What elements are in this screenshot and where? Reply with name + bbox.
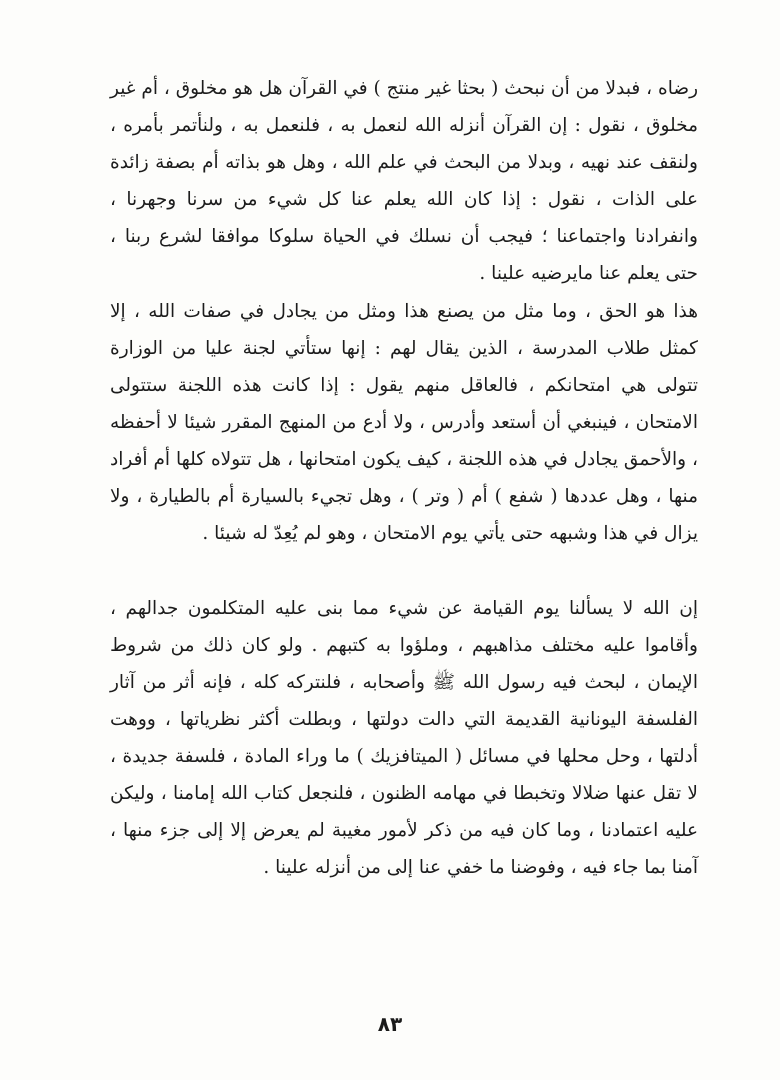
- paragraph-2: هذا هو الحق ، وما مثل من يصنع هذا ومثل من يجادل في صفات الله ، إلا كمثل طلاب المدرسة ، الذين يقال لهم : إنها ستأتي لجنة عليا من الوزارة تتولى هي امتحانكم ، فالعاقل منهم يقول : إذا كانت هذه اللجنة ستتولى الامتحان ، فينبغي أن أستعد وأدرس ، ولا أدع من المنهج المقرر شيئا لا أحفظه ، والأحمق يجادل في هذه اللجنة ، كيف يكون امتحانها ، هل تتولاه كلها أم أفراد منها ، وهل عددها ( شفع ) أم ( وتر ) ، وهل تجيء بالسيارة أم بالطيارة ، ولا يزال في هذا وشبهه حتى يأتي يوم الامتحان ، وهو لم يُعِدّ له شيئا .: [110, 301, 698, 544]
- paragraph-3: إن الله لا يسألنا يوم القيامة عن شيء مما بنى عليه المتكلمون جدالهم ، وأقاموا عليه مختلف مذاهبهم ، وملؤوا به كتبهم . ولو كان ذلك من شروط الإيمان ، لبحث فيه رسول الله ﷺ وأصحابه ، فلنتركه كله ، فإنه أثر من آثار الفلسفة اليونانية القديمة التي دالت دولتها ، وبطلت أكثر نظرياتها ، ووهت أدلتها ، وحل محلها في مسائل ( الميتافزيك ) ما وراء المادة ، فلسفة جديدة ، لا تقل عنها ضلالا وتخبطا في مهامه الظنون ، فلنجعل كتاب الله إمامنا ، وليكن عليه اعتمادنا ، وما كان فيه من ذكر لأمور مغيبة لم يعرض إلا إلى جزء منها ، آمنا بما جاء فيه ، وفوضنا ما خفي عنا إلى من أنزله علينا .: [110, 598, 698, 878]
- page-number: ٨٣: [377, 1012, 403, 1036]
- paragraph-1: رضاه ، فبدلا من أن نبحث ( بحثا غير منتج ) في القرآن هل هو مخلوق ، أم غير مخلوق ، نقول : إن القرآن أنزله الله لنعمل به ، فلنعمل به ، ولنأتمر بأمره ، ولنقف عند نهيه ، وبدلا من البحث في علم الله ، وهل هو بذاته أم بصفة زائدة على الذات ، نقول : إذا كان الله يعلم عنا كل شيء من سرنا وجهرنا ، وانفرادنا واجتماعنا ؛ فيجب أن نسلك في الحياة سلوكا موافقا لشرع ربنا ، حتى يعلم عنا مايرضيه علينا .: [110, 78, 698, 284]
